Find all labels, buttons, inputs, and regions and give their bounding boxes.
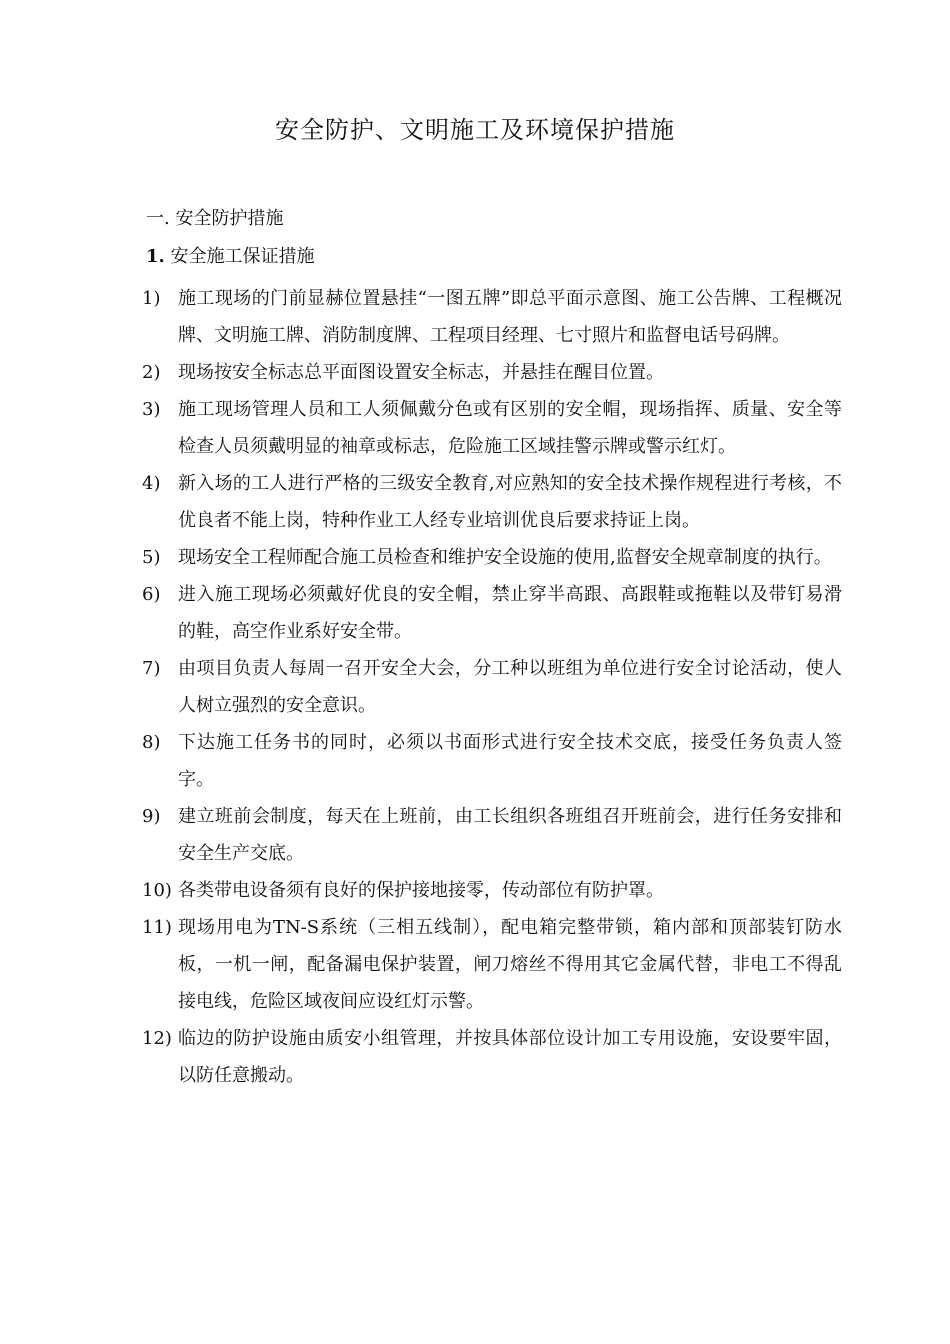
item-text: 进入施工现场必须戴好优良的安全帽，禁止穿半高跟、高跟鞋或拖鞋以及带钉易滑的鞋，高空作业系好安全带。 [178, 584, 842, 642]
list-item [142, 465, 842, 539]
item-number: 8) [142, 732, 161, 753]
item-text: 现场用电为TN-S系统（三相五线制），配电箱完整带锁，箱内部和顶部装钉防水板，一机一闸，配备漏电保护装置，闸刀熔丝不得用其它金属代替，非电工不得乱接电线，危险区域夜间应设红灯示警。 [178, 917, 842, 1012]
list-item [142, 539, 842, 576]
item-text: 由项目负责人每周一召开安全大会，分工种以班组为单位进行安全讨论活动，使人人树立强烈的安全意识。 [178, 658, 842, 716]
item-number: 6) [142, 584, 161, 605]
list-item [142, 354, 842, 391]
list-item [142, 1020, 842, 1094]
item-text: 施工现场的门前显赫位置悬挂“一图五牌”即总平面示意图、施工公告牌、工程概况牌、文明施工牌、消防制度牌、工程项目经理、七寸照片和监督电话号码牌。 [178, 288, 842, 346]
item-number: 9) [142, 806, 161, 827]
item-number: 10) [142, 880, 172, 901]
item-text: 施工现场管理人员和工人须佩戴分色或有区别的安全帽，现场指挥、质量、安全等检查人员须戴明显的袖章或标志，危险施工区域挂警示牌或警示红灯。 [178, 399, 842, 457]
item-number: 2) [142, 362, 161, 383]
list-item [142, 724, 842, 798]
item-text: 下达施工任务书的同时，必须以书面形式进行安全技术交底，接受任务负责人签字。 [178, 732, 842, 790]
list-item [142, 650, 842, 724]
item-text: 新入场的工人进行严格的三级安全教育,对应熟知的安全技术操作规程进行考核，不优良者不能上岗，特种作业工人经专业培训优良后要求持证上岗。 [178, 473, 842, 531]
list-item [142, 909, 842, 1020]
item-number: 4) [142, 473, 161, 494]
item-number: 11) [142, 917, 172, 938]
subsection-title: 安全施工保证措施 [170, 246, 315, 267]
list-item [142, 391, 842, 465]
section-heading: 一. 安全防护措施 [146, 208, 284, 229]
item-text: 建立班前会制度，每天在上班前，由工长组织各班组召开班前会，进行任务安排和安全生产交底。 [178, 806, 842, 864]
item-number: 7) [142, 658, 161, 679]
page-title: 安全防护、文明施工及环境保护措施 [275, 116, 675, 144]
item-number: 3) [142, 399, 161, 420]
item-text: 现场按安全标志总平面图设置安全标志，并悬挂在醒目位置。 [178, 362, 664, 383]
subsection-heading [146, 242, 315, 268]
item-number: 5) [142, 547, 161, 568]
item-number: 1) [142, 288, 161, 309]
item-text: 各类带电设备须有良好的保护接地接零，传动部位有防护罩。 [178, 880, 664, 901]
subsection-number: 1. [146, 246, 165, 267]
list-item [142, 280, 842, 354]
item-text: 现场安全工程师配合施工员检查和维护安全设施的使用,监督安全规章制度的执行。 [178, 547, 832, 568]
item-number: 12) [142, 1028, 172, 1049]
list-item [142, 798, 842, 872]
list-item [142, 872, 842, 909]
measures-list [142, 280, 842, 1094]
list-item [142, 576, 842, 650]
item-text: 临边的防护设施由质安小组管理，并按具体部位设计加工专用设施，安设要牢固，以防任意搬动。 [178, 1028, 842, 1086]
